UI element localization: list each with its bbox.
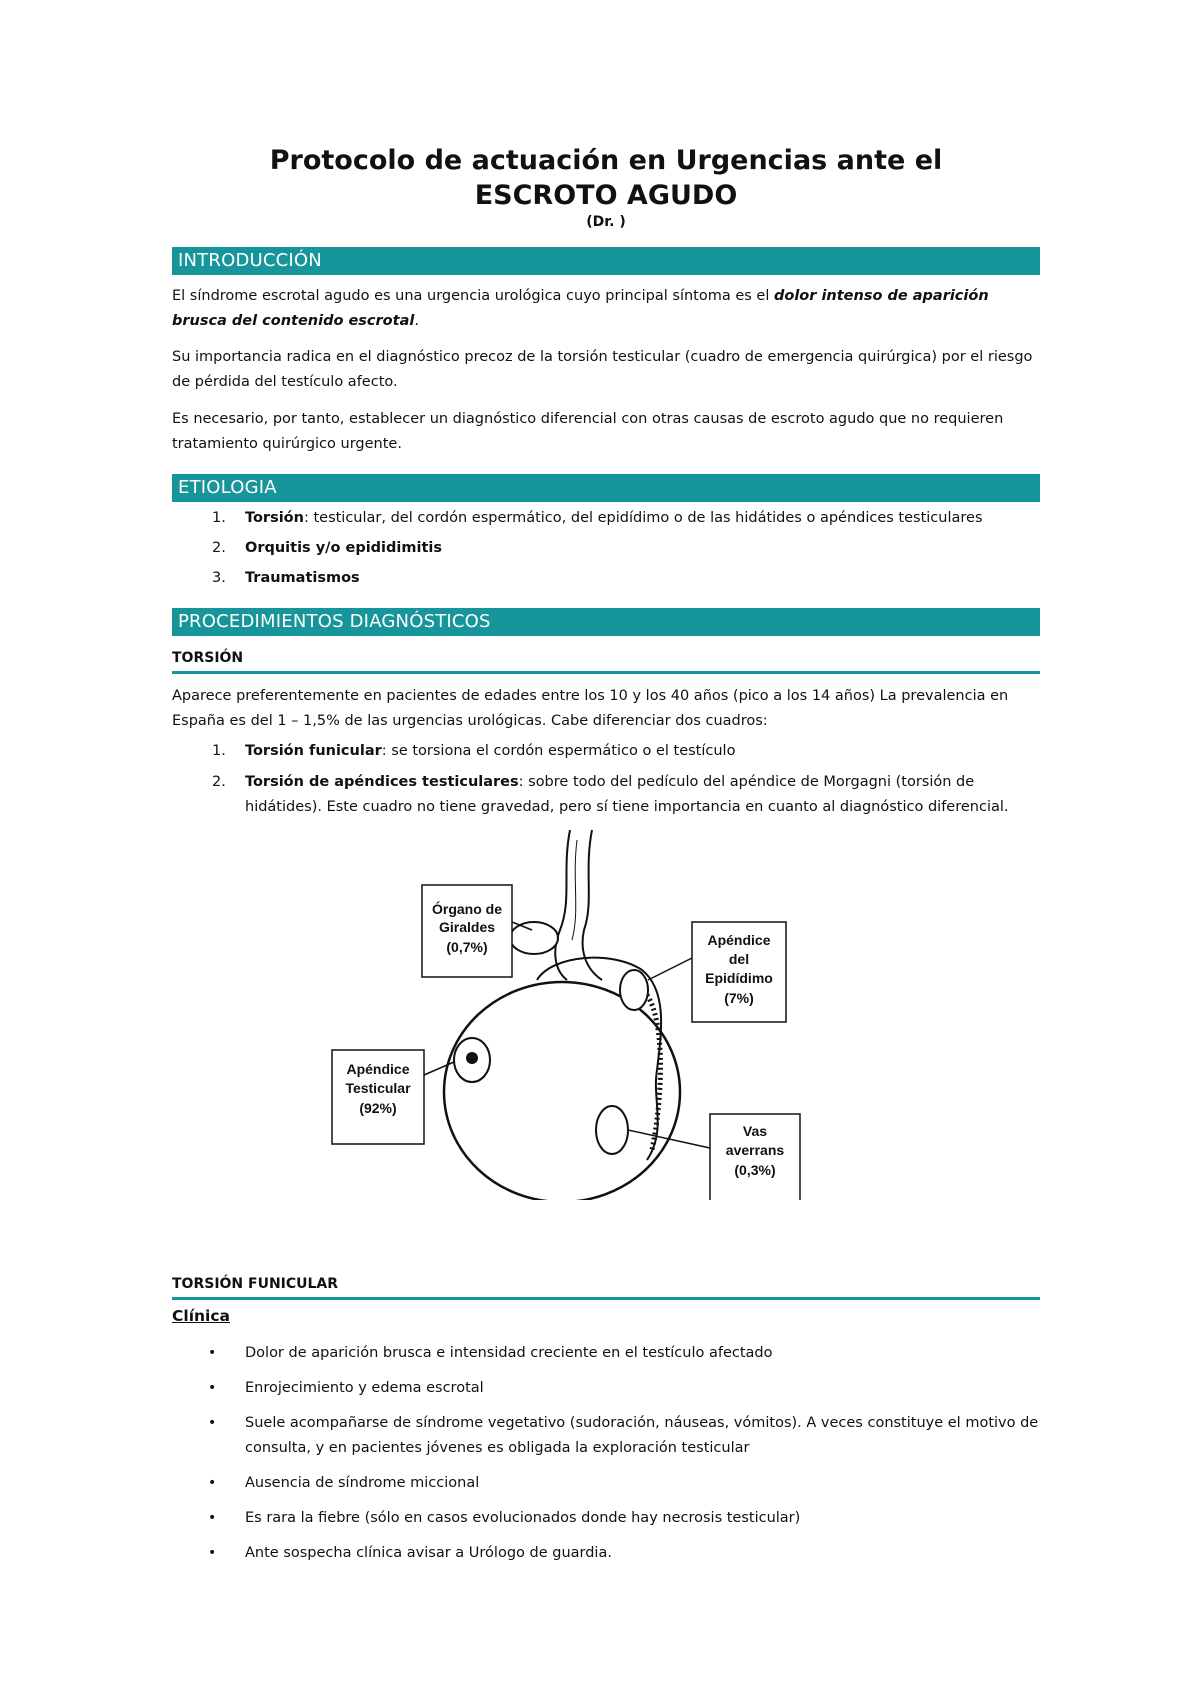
intro-p1-emphasis: dolor intenso de aparición brusca del contenido escrotal (172, 288, 989, 329)
list-item: 1. Torsión: testicular, del cordón espermático, del epidídimo o de las hidátides o apéndices testiculares (212, 510, 983, 526)
section-heading-etiologia: ETIOLOGIA (172, 474, 1040, 502)
label-epid-1: Apéndice (707, 932, 771, 948)
testicular-appendages-diagram (322, 830, 922, 1200)
list-item: • Dolor de aparición brusca e intensidad creciente en el testículo afectado (172, 1341, 1040, 1366)
list-item: • Es rara la fiebre (sólo en casos evolucionados donde hay necrosis testicular) (172, 1506, 1040, 1531)
list-item: • Suele acompañarse de síndrome vegetativo (sudoración, náuseas, vómitos). A veces constituye el motivo de consulta, y en pacientes jóvenes es obligada la exploración testicular (172, 1411, 1040, 1461)
epididymis-appendix-shape (620, 970, 648, 1010)
label-vas-2: averrans (725, 1142, 785, 1158)
leader-vas (628, 1130, 710, 1148)
title-line-2: ESCROTO AGUDO (474, 180, 738, 211)
testicular-appendix-mark (466, 1052, 478, 1064)
section-heading-introduccion: INTRODUCCIÓN (172, 247, 1040, 275)
bullet-icon: • (208, 1380, 217, 1396)
torsion-types-list (172, 739, 1040, 820)
torsion-paragraph: Aparece preferentemente en pacientes de edades entre los 10 y los 40 años (pico a los 14 años) La prevalencia en España es del 1 – 1,5% de las urgencias urológicas. Cabe diferenciar dos cuadros: (172, 688, 1009, 729)
testicle-outline (444, 982, 680, 1200)
vas-aberrans-shape (596, 1106, 628, 1154)
label-organo-2: Giraldes (438, 919, 496, 935)
intro-paragraph-2: Su importancia radica en el diagnóstico precoz de la torsión testicular (cuadro de emergencia quirúrgica) por el riesgo de pérdida del testículo afecto. (172, 349, 1033, 390)
subheading-torsion: TORSIÓN (172, 648, 1040, 674)
list-item: • Ante sospecha clínica avisar a Urólogo de guardia. (172, 1541, 1040, 1566)
subheading-clinica: Clínica (172, 1307, 230, 1325)
intro-paragraph-3: Es necesario, por tanto, establecer un diagnóstico diferencial con otras causas de escroto agudo que no requieren tratamiento quirúrgico urgente. (172, 411, 1004, 452)
label-organo-1: Órgano de (431, 901, 503, 917)
etiologia-list (172, 506, 1040, 591)
intro-p1-end: . (414, 313, 419, 329)
label-epid-4: (7%) (724, 990, 754, 1006)
label-epid-2: del (728, 951, 750, 967)
leader-testicular (424, 1062, 454, 1075)
anatomy-illustration (322, 830, 922, 1200)
label-epid-3: Epidídimo (705, 970, 773, 986)
bullet-icon: • (208, 1545, 217, 1561)
page-title (172, 143, 1040, 231)
leader-epididimo (648, 958, 692, 980)
section-heading-procedimientos: PROCEDIMIENTOS DIAGNÓSTICOS (172, 608, 1040, 636)
bullet-icon: • (208, 1475, 217, 1491)
list-item: 2. Torsión de apéndices testiculares: sobre todo del pedículo del apéndice de Morgagni (torsión de hidátides). Este cuadro no tiene gravedad, pero sí tiene importancia en cuanto al diagnóstico diferencial. (212, 774, 1009, 815)
list-item: 1. Torsión funicular: se torsiona el cordón espermático o el testículo (212, 743, 736, 759)
list-item: 2. Orquitis y/o epididimitis (212, 540, 442, 556)
label-test-3: (92%) (359, 1100, 397, 1116)
label-test-2: Testicular (345, 1080, 411, 1096)
cord-outline-left (555, 830, 570, 980)
label-vas-3: (0,3%) (734, 1162, 776, 1178)
label-test-1: Apéndice (346, 1061, 410, 1077)
intro-p1-text: El síndrome escrotal agudo es una urgencia urológica cuyo principal síntoma es el (172, 288, 774, 304)
bullet-icon: • (208, 1510, 217, 1526)
intro-paragraph-1 (172, 284, 1040, 334)
list-item: • Ausencia de síndrome miccional (172, 1471, 1040, 1496)
list-item: • Enrojecimiento y edema escrotal (172, 1376, 1040, 1401)
subheading-torsion-funicular: TORSIÓN FUNICULAR (172, 1274, 1040, 1300)
list-item: 3. Traumatismos (212, 570, 360, 586)
bullet-icon: • (208, 1345, 217, 1361)
title-line-1: Protocolo de actuación en Urgencias ante el (269, 145, 943, 176)
label-vas-1: Vas (742, 1123, 768, 1139)
title-author: (Dr. ) (586, 214, 626, 230)
bullet-icon: • (208, 1415, 217, 1431)
label-organo-3: (0,7%) (446, 939, 488, 955)
organ-of-giraldes-shape (510, 922, 558, 954)
cord-inner-line (572, 840, 577, 940)
clinica-bullet-list (172, 1341, 1040, 1576)
